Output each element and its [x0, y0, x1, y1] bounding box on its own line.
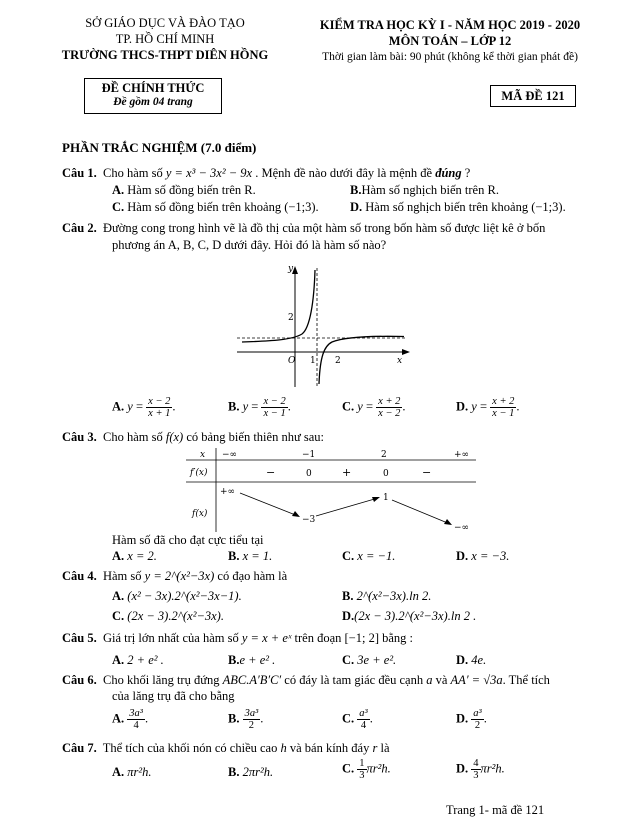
q3-label: Câu 3. [62, 430, 97, 444]
q1-option-a[interactable]: A. Hàm số đồng biến trên R. [112, 183, 256, 197]
q2-option-b[interactable]: B. y = $\frac{x - 2}{x - 1}$ . [228, 396, 291, 419]
q2-option-c[interactable]: C. y = $\frac{x + 2}{x - 2}$ . [342, 396, 406, 419]
q7-text: Thể tích của khối nón có chiều cao [102, 741, 278, 755]
q4-func: y = 2^(x²−3x) [144, 569, 215, 583]
q5-stem [62, 630, 413, 646]
exam-code: MÃ ĐỀ 121 [490, 85, 576, 107]
q2-line2: phương án A, B, C, D dưới đây. Hỏi đó là hàm số nào? [112, 238, 387, 252]
vt-x-label: x [200, 450, 206, 460]
q3-option-d[interactable]: D. x = −3. [456, 549, 510, 563]
q1-label: Câu 1. [62, 166, 97, 180]
page-footer: Trang 1- mã đề 121 [446, 803, 545, 817]
q3-stem [62, 429, 324, 445]
q6-option-b[interactable]: B. $\frac{\text{3a³}}{2}$ . [228, 708, 264, 731]
q4-option-c[interactable]: C. (2x − 3).2^(x²−3x). [112, 609, 224, 623]
q6-t2: có đáy là tam giác đều cạnh [284, 673, 424, 687]
q6-option-d[interactable]: D. $\frac{\text{a³}}{2}$ . [456, 708, 487, 731]
q7-option-b[interactable]: B. 2πr²h. [228, 765, 274, 779]
q6-option-a[interactable]: A. $\frac{\text{3a³}}{4}$ . [112, 708, 149, 731]
vt-sign-2: + [342, 466, 352, 479]
q4-text: Hàm số [102, 569, 142, 583]
q1-option-d[interactable]: D. Hàm số nghịch biến trên khoảng (−1;3). [350, 200, 566, 214]
q6-t3: và [435, 673, 448, 687]
q5-label: Câu 5. [62, 631, 97, 645]
curve-left-branch [242, 270, 315, 342]
q3-option-c[interactable]: C. x = −1. [342, 549, 396, 563]
vt-sign-0: − [266, 466, 276, 479]
q6-t1: Cho khối lăng trụ đứng [102, 673, 220, 687]
vt-sign-4: − [422, 466, 432, 479]
exam-subject: MÔN TOÁN – LỚP 12 [388, 34, 512, 48]
q6-prism: ABC.A′B′C′ [222, 673, 282, 687]
school-name: TRƯỜNG THCS-THPT DIÊN HỒNG [61, 48, 269, 62]
q7-stem [62, 740, 390, 756]
q2-stem [62, 220, 545, 236]
q3-text2: có bảng biến thiên như sau: [186, 430, 324, 444]
vt-sign-1: 0 [306, 469, 312, 479]
q4-option-a[interactable]: A. (x² − 3x).2^(x²−3x−1). [112, 589, 242, 603]
q5-option-b[interactable]: B.e + e² . [228, 653, 276, 667]
dept-line2: TP. HỒ CHÍ MINH [115, 32, 215, 46]
q1-pre: Cho hàm số [102, 166, 163, 180]
graph-tick-1: 1 [310, 356, 316, 366]
vt-f-0: +∞ [220, 487, 236, 497]
q1-emph: đúng [435, 166, 462, 180]
graph-tick-2: 2 [335, 356, 341, 366]
q4-stem [62, 568, 287, 584]
curve-right-branch [319, 336, 404, 384]
q2-label: Câu 2. [62, 221, 97, 235]
q3-after: Hàm số đã cho đạt cực tiểu tại [112, 533, 264, 547]
q5-option-d[interactable]: D. 4e. [456, 653, 487, 667]
q7-label: Câu 7. [62, 741, 97, 755]
dept-line1: SỞ GIÁO DỤC VÀ ĐÀO TẠO [85, 16, 245, 30]
vt-fp-label: f′(x) [190, 468, 208, 478]
q5-interval: [−1; 2] [344, 631, 379, 645]
q1-post: . Mệnh đề nào dưới đây là mệnh đề [255, 166, 433, 180]
q5-func: y = x + eˣ [241, 631, 292, 645]
q6-aa: AA′ = √3a [450, 673, 503, 687]
graph-x-label: x [397, 356, 403, 366]
q1-option-b[interactable]: B.Hàm số nghịch biến trên R. [350, 183, 499, 197]
vt-x-2: 2 [381, 450, 387, 460]
q6-line2: của lăng trụ đã cho bằng [112, 689, 235, 703]
q2-graph [232, 262, 412, 390]
q2-option-d[interactable]: D. y = $\frac{x + 2}{x - 1}$ . [456, 396, 520, 419]
section-title: PHẦN TRẮC NGHIỆM (7.0 điểm) [62, 140, 257, 155]
vt-x-3: +∞ [454, 450, 470, 460]
vt-f-2: 1 [383, 493, 389, 503]
x-axis-arrow [402, 349, 410, 355]
q6-t4: . Thể tích [502, 673, 550, 687]
time-note: Thời gian làm bài: 90 phút (không kể thời gian phát đề) [322, 51, 578, 63]
q7-option-a[interactable]: A. πr²h. [112, 765, 152, 779]
vt-x-0: −∞ [222, 450, 238, 460]
graph-ytick-2: 2 [288, 313, 294, 323]
q3-fx: f(x) [165, 430, 184, 444]
q4-option-b[interactable]: B. 2^(x²−3x).ln 2. [342, 589, 432, 603]
q7-r: r [372, 741, 378, 755]
vt-x-1: −1 [302, 450, 316, 460]
q4-text2: có đạo hàm là [217, 569, 288, 583]
q1-stem [62, 165, 470, 181]
vt-f-3: −∞ [454, 523, 470, 532]
graph-y-label: y [288, 264, 294, 274]
q6-option-c[interactable]: C. $\frac{\text{a³}}{4}$ . [342, 708, 373, 731]
q6-label: Câu 6. [62, 673, 97, 687]
q4-option-d[interactable]: D.(2x − 3).2^(x²−3x).ln 2 . [342, 609, 477, 623]
variation-table [186, 446, 476, 532]
q6-a: a [426, 673, 433, 687]
q7-option-c[interactable]: C. $\frac{1}{3}$ πr²h. [342, 758, 391, 781]
exam-title: KIỂM TRA HỌC KỲ I - NĂM HỌC 2019 - 2020 [319, 18, 581, 32]
q5-text2: trên đoạn [294, 631, 342, 645]
q1-option-c[interactable]: C. Hàm số đồng biến trên khoảng (−1;3). [112, 200, 319, 214]
q4-label: Câu 4. [62, 569, 97, 583]
q7-text2: và bán kính đáy [289, 741, 370, 755]
q3-option-b[interactable]: B. x = 1. [228, 549, 273, 563]
vt-f-1: −3 [302, 515, 316, 525]
official-pages: Đề gồm 04 trang [113, 96, 193, 108]
q2-line1: Đường cong trong hình vẽ là đồ thị của một hàm số trong bốn hàm số được liệt kê ở bốn [102, 221, 546, 235]
q5-text: Giá trị lớn nhất của hàm số [102, 631, 239, 645]
q3-text: Cho hàm số [102, 430, 163, 444]
q7-text3: là [380, 741, 390, 755]
q5-option-c[interactable]: C. 3e + e². [342, 653, 397, 667]
q2-option-a[interactable]: A. y = $\frac{x - 2}{x + 1}$ . [112, 396, 176, 419]
q7-option-d[interactable]: D. $\frac{4}{3}$ πr²h. [456, 758, 505, 781]
vt-f-label: f(x) [192, 509, 208, 519]
q1-formula: y = x³ − 3x² − 9x [165, 166, 253, 180]
q5-text3: bằng : [382, 631, 414, 645]
official-box [84, 78, 222, 114]
q7-h: h [280, 741, 287, 755]
graph-origin: O [288, 356, 296, 366]
vt-sign-3: 0 [383, 469, 389, 479]
q1-end: ? [464, 166, 471, 180]
q3-option-a[interactable]: A. x = 2. [112, 549, 157, 563]
q6-stem [62, 672, 550, 688]
q5-option-a[interactable]: A. 2 + e² . [112, 653, 164, 667]
official-title: ĐỀ CHÍNH THỨC [101, 81, 205, 95]
